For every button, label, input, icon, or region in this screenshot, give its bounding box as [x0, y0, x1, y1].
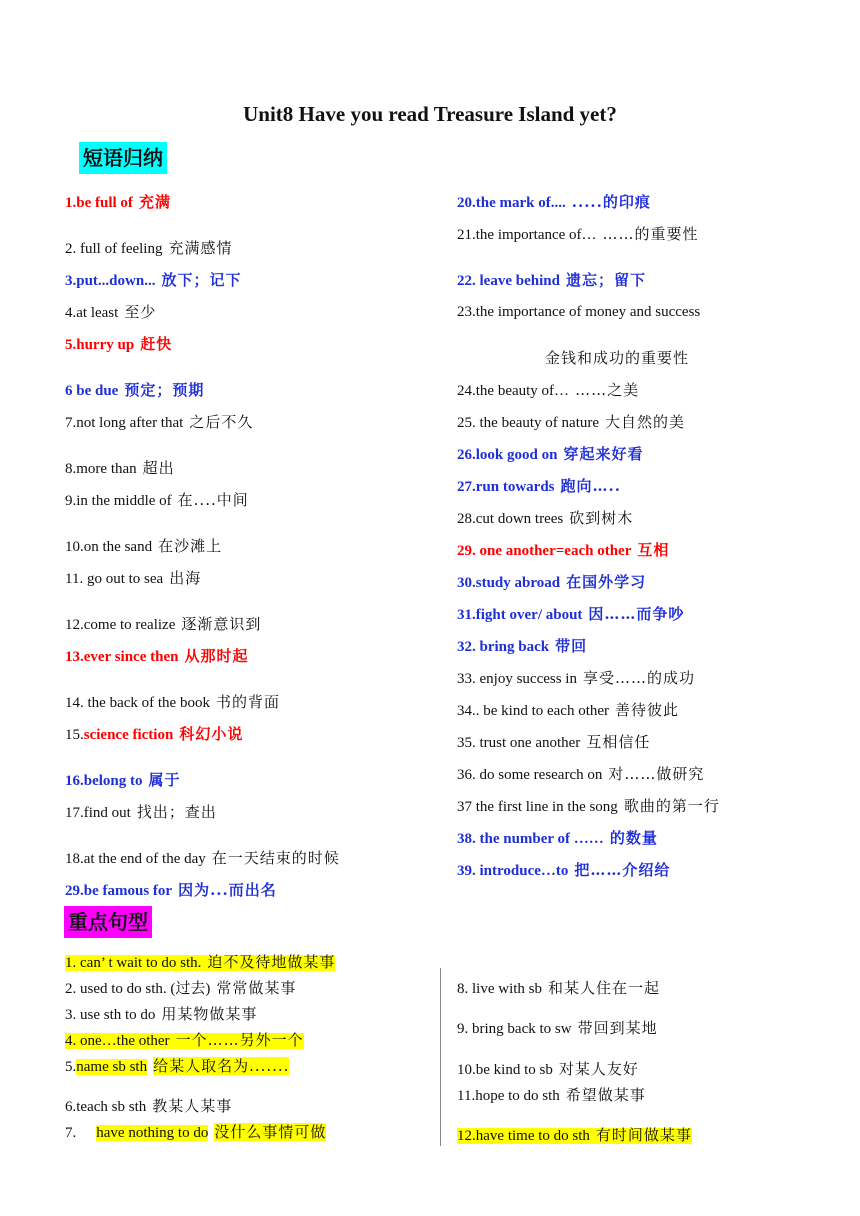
phrase-chinese: 超出	[142, 459, 175, 477]
sentence-english: 1. can’ t wait to do sth.	[65, 955, 202, 971]
sentence-pattern	[457, 978, 660, 999]
phrase-chinese: 穿起来好看	[563, 445, 644, 463]
phrase-item	[65, 238, 233, 259]
sentence-pattern	[65, 1030, 304, 1051]
phrase-item	[65, 302, 156, 323]
phrase-chinese: 预定；预期	[124, 381, 205, 399]
phrase-chinese: 歌曲的第一行	[623, 797, 720, 815]
phrase-english: 24.the beauty of…	[457, 383, 570, 399]
sentence-pattern	[457, 1059, 639, 1080]
sentence-chinese: 没什么事情可做	[214, 1123, 327, 1141]
sentence-chinese: 和某人住在一起	[548, 979, 661, 997]
phrase-chinese: 互相信任	[586, 733, 651, 751]
phrase-item	[457, 796, 720, 817]
section-heading-sentences: 重点句型	[64, 906, 152, 938]
sentence-english: 11.hope to do sth	[457, 1088, 560, 1104]
phrase-english: 23.the importance of money and success	[457, 304, 701, 320]
sentence-pattern	[457, 1125, 692, 1146]
phrase-english: 22. leave behind	[457, 273, 560, 289]
phrase-item	[65, 614, 261, 635]
phrase-chinese: .....的印痕	[571, 193, 651, 211]
phrase-chinese: 在国外学习	[566, 573, 647, 591]
phrase-item	[457, 270, 646, 291]
sentence-english: 9. bring back to sw	[457, 1021, 572, 1037]
phrase-item	[457, 572, 646, 593]
phrase-item	[65, 692, 280, 713]
phrase-chinese: 找出；查出	[136, 803, 217, 821]
phrase-english: 26.look good on	[457, 447, 558, 463]
phrase-english: 29. one another=each other	[457, 543, 632, 559]
page-title: Unit8 Have you read Treasure Island yet?	[243, 102, 617, 126]
phrase-chinese: 互相	[637, 541, 670, 559]
phrase-chinese: 遗忘；留下	[565, 271, 646, 289]
phrase-chinese: 充满	[138, 193, 171, 211]
sentence-english: 10.be kind to sb	[457, 1062, 553, 1078]
phrase-chinese: 大自然的美	[605, 413, 686, 431]
phrase-english: 33. enjoy success in	[457, 671, 577, 687]
phrase-chinese: 因为...而出名	[178, 881, 277, 899]
sentence-pattern	[65, 952, 335, 973]
sentence-pattern	[65, 1056, 289, 1077]
phrase-english: 13.ever since then	[65, 649, 179, 665]
sentence-pattern	[65, 1004, 257, 1025]
phrase-chinese: 赶快	[140, 335, 173, 353]
phrase-english: 4.at least	[65, 305, 119, 321]
phrase-item	[457, 508, 633, 529]
phrase-item	[457, 224, 699, 245]
sentence-pattern	[65, 1122, 326, 1143]
phrase-chinese: 科幻小说	[179, 725, 244, 743]
sentence-pattern	[65, 1096, 232, 1117]
sentence-chinese: 常常做某事	[216, 979, 297, 997]
phrase-item	[457, 192, 651, 213]
phrase-item	[65, 536, 222, 557]
phrase-chinese: 把……介绍给	[574, 861, 671, 879]
sentence-english: 7. have nothing to do	[65, 1125, 209, 1141]
phrase-english: 35. trust one another	[457, 735, 581, 751]
phrase-english: 6 be due	[65, 383, 119, 399]
phrase-english: 36. do some research on	[457, 767, 603, 783]
phrase-item	[65, 568, 201, 589]
phrase-english: 7.not long after that	[65, 415, 184, 431]
sentence-english: 12.have time to do sth	[457, 1128, 590, 1144]
sentence-chinese: 有时间做某事	[595, 1126, 692, 1144]
sentence-chinese: 一个……另外一个	[175, 1031, 304, 1049]
phrase-item	[457, 444, 643, 465]
phrase-chinese: 在沙滩上	[158, 537, 223, 555]
phrase-english: 17.find out	[65, 805, 131, 821]
sentence-pattern	[457, 1085, 646, 1106]
phrase-english: 32. bring back	[457, 639, 550, 655]
sentence-pattern	[65, 978, 296, 999]
phrase-item	[457, 380, 639, 401]
phrase-chinese: 在一天结束的时候	[211, 849, 340, 867]
sentence-chinese: 希望做某事	[565, 1086, 646, 1104]
phrase-chinese: 对……做研究	[608, 765, 705, 783]
phrase-item	[457, 604, 684, 625]
phrase-english: 21.the importance of…	[457, 227, 597, 243]
phrase-english: 8.more than	[65, 461, 137, 477]
phrase-english: 15.science fiction	[65, 727, 174, 743]
phrase-english: 2. full of feeling	[65, 241, 163, 257]
phrase-chinese: ……的重要性	[602, 225, 699, 243]
phrase-item	[65, 724, 243, 745]
phrase-item	[457, 700, 679, 721]
phrase-english: 1.be full of	[65, 195, 133, 211]
phrase-chinese: 砍到树木	[569, 509, 634, 527]
phrase-item	[65, 848, 340, 869]
phrase-chinese: 享受……的成功	[582, 669, 695, 687]
sentence-chinese: 教某人某事	[152, 1097, 233, 1115]
phrase-item	[65, 802, 217, 823]
phrase-item	[65, 380, 204, 401]
sentence-chinese: 给某人取名为.......	[153, 1057, 290, 1075]
phrase-item	[65, 770, 181, 791]
phrase-item	[457, 828, 658, 849]
phrase-english: 34.. be kind to each other	[457, 703, 610, 719]
phrase-chinese: 出海	[169, 569, 202, 587]
phrase-item	[65, 490, 249, 511]
phrase-item	[457, 540, 669, 561]
sentence-chinese: 带回到某地	[577, 1019, 658, 1037]
phrase-english: 39. introduce…to	[457, 863, 569, 879]
sentence-english: 6.teach sb sth	[65, 1099, 147, 1115]
phrase-item	[65, 880, 277, 901]
sentence-chinese: 用某物做某事	[161, 1005, 258, 1023]
sentence-english: 5.name sb sth	[65, 1059, 148, 1075]
phrase-english: 9.in the middle of	[65, 493, 172, 509]
sentence-english: 4. one…the other	[65, 1033, 170, 1049]
phrase-english: 38. the number of ……	[457, 831, 604, 847]
phrase-chinese: 至少	[124, 303, 157, 321]
phrase-chinese: 的数量	[609, 829, 658, 847]
phrase-english: 14. the back of the book	[65, 695, 210, 711]
phrase-item	[457, 302, 700, 322]
sentence-english: 3. use sth to do	[65, 1007, 156, 1023]
phrase-chinese: 带回	[555, 637, 588, 655]
phrase-english: 30.study abroad	[457, 575, 561, 591]
phrase-english: 16.belong to	[65, 773, 143, 789]
phrase-item	[65, 646, 248, 667]
column-divider	[440, 968, 441, 1146]
phrase-english: 31.fight over/ about	[457, 607, 583, 623]
phrase-item	[457, 860, 670, 881]
phrase-item	[457, 764, 704, 785]
phrase-english: 11. go out to sea	[65, 571, 164, 587]
phrase-item	[65, 192, 171, 213]
phrase-chinese: 跑向…..	[560, 477, 621, 495]
phrase-item	[457, 348, 689, 369]
phrase-chinese: 属于	[148, 771, 181, 789]
phrase-item	[65, 334, 172, 355]
phrase-english: 28.cut down trees	[457, 511, 564, 527]
phrase-item	[65, 270, 241, 291]
sentence-chinese: 迫不及待地做某事	[207, 953, 336, 971]
sentence-pattern	[457, 1018, 658, 1039]
sentence-chinese: 对某人友好	[558, 1060, 639, 1078]
phrase-english: 3.put...down...	[65, 273, 156, 289]
phrase-chinese: 善待彼此	[615, 701, 680, 719]
phrase-english: 12.come to realize	[65, 617, 176, 633]
phrase-item	[457, 636, 587, 657]
phrase-item	[457, 732, 650, 753]
phrase-chinese: 从那时起	[184, 647, 249, 665]
phrase-chinese: 金钱和成功的重要性	[545, 349, 690, 367]
phrase-item	[457, 476, 621, 497]
phrase-english: 18.at the end of the day	[65, 851, 206, 867]
phrase-chinese: 在....中间	[177, 491, 249, 509]
sentence-english: 8. live with sb	[457, 981, 542, 997]
phrase-english: 27.run towards	[457, 479, 555, 495]
phrase-english: 25. the beauty of nature	[457, 415, 600, 431]
phrase-english: 10.on the sand	[65, 539, 153, 555]
phrase-english: 29.be famous for	[65, 883, 173, 899]
phrase-chinese: 书的背面	[215, 693, 280, 711]
phrase-chinese: 因……而争吵	[588, 605, 685, 623]
phrase-item	[65, 412, 253, 433]
phrase-english: 5.hurry up	[65, 337, 135, 353]
phrase-chinese: 之后不久	[189, 413, 254, 431]
phrase-item	[457, 412, 685, 433]
phrase-english: 20.the mark of....	[457, 195, 566, 211]
sentence-english: 2. used to do sth. (过去)	[65, 981, 211, 997]
phrase-item	[65, 458, 175, 479]
phrase-chinese: 充满感情	[168, 239, 233, 257]
phrase-english: 37 the first line in the song	[457, 799, 618, 815]
phrase-chinese: ……之美	[575, 381, 640, 399]
phrase-item	[457, 668, 695, 689]
phrase-chinese: 放下；记下	[161, 271, 242, 289]
phrase-chinese: 逐渐意识到	[181, 615, 262, 633]
section-heading-phrases: 短语归纳	[79, 142, 167, 174]
